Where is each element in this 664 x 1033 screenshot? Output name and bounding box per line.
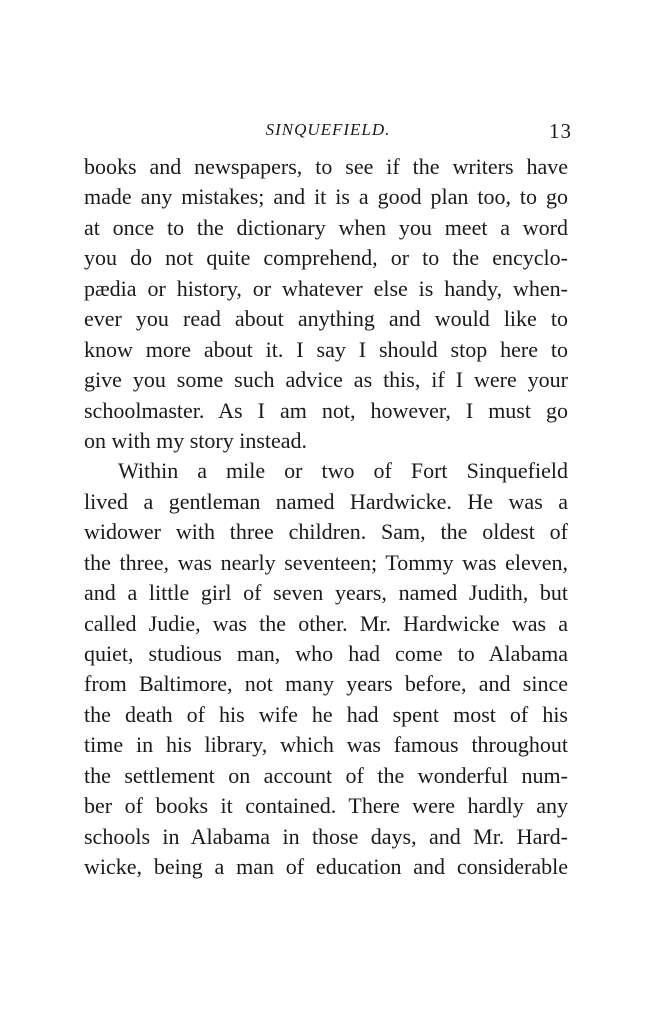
text-line: widower with three children. Sam, the oldest of — [84, 519, 568, 545]
text-line: books and newspapers, to see if the writers have — [84, 154, 568, 179]
text-line: at once to the dictionary when you meet a word — [84, 214, 568, 240]
text-line: called Judie, was the other. Mr. Hardwicke was a — [84, 610, 568, 636]
text-line: schoolmaster. As I am not, however, I must go — [84, 397, 568, 423]
text-line: know more about it. I say I should stop here to — [84, 336, 568, 362]
text-line: quiet, studious man, who had come to Alabama — [84, 641, 568, 666]
body-text — [84, 152, 568, 883]
page-header — [84, 120, 572, 142]
text-line: you do not quite comprehend, or to the encyclo- — [84, 245, 568, 271]
text-line: lived a gentleman named Hardwicke. He was a — [84, 488, 568, 514]
text-line: made any mistakes; and it is a good plan too, to go — [84, 184, 568, 210]
text-line: pædia or history, or whatever else is handy, when- — [84, 275, 568, 301]
text-line: from Baltimore, not many years before, and since — [84, 671, 568, 697]
text-line: time in his library, which was famous throughout — [84, 732, 568, 758]
text-line: give you some such advice as this, if I were your — [84, 367, 568, 393]
running-title: SINQUEFIELD. — [265, 120, 391, 139]
paragraph-first-line: Within a mile or two of Fort Sinquefield — [118, 458, 568, 484]
text-line: on with my story instead. — [84, 427, 308, 453]
page-number: 13 — [549, 119, 572, 143]
text-line: the settlement on account of the wonderful num- — [84, 762, 568, 788]
text-line: the three, was nearly seventeen; Tommy was eleven, — [84, 549, 568, 575]
text-line: the death of his wife he had spent most of his — [84, 701, 568, 727]
text-line: wicke, being a man of education and considerable — [84, 854, 568, 880]
text-line: schools in Alabama in those days, and Mr. Hard- — [84, 823, 568, 849]
text-line: and a little girl of seven years, named Judith, but — [84, 580, 568, 606]
text-line: ber of books it contained. There were hardly any — [84, 793, 568, 819]
text-line: ever you read about anything and would like to — [84, 306, 568, 332]
